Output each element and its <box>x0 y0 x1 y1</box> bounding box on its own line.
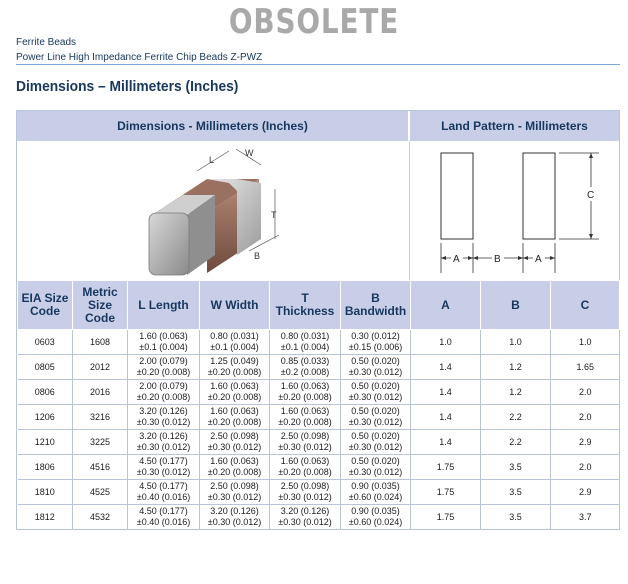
arrowhead <box>589 153 593 158</box>
cell-land-c: 2.0 <box>551 405 620 430</box>
cell-metric: 2012 <box>73 355 128 380</box>
dimension-tolerance: ±0.20 (0.008) <box>207 367 262 377</box>
cell-land-b: 1.0 <box>481 330 551 355</box>
table-row <box>18 330 620 355</box>
section-title: Dimensions – Millimeters (Inches) <box>16 78 239 95</box>
dimension-nominal: 1.60 (0.063) <box>139 331 188 341</box>
dimension-nominal: 1.60 (0.063) <box>210 406 259 416</box>
table-row <box>18 505 620 530</box>
dimension-tolerance: ±0.1 (0.004) <box>280 342 330 352</box>
cell-land-c: 1.65 <box>551 355 620 380</box>
cell-width <box>200 505 270 530</box>
cell-land-c: 3.7 <box>578 511 592 522</box>
dimension-tolerance: ±0.30 (0.012) <box>278 517 332 528</box>
col-header-width: W Width <box>200 281 270 330</box>
dimension-nominal: 0.30 (0.012) <box>351 331 400 341</box>
cell-length <box>128 405 200 430</box>
cell-length <box>128 380 200 405</box>
dimension-nominal: 1.60 (0.063) <box>280 456 330 466</box>
cell-width <box>200 480 270 505</box>
cell-length <box>128 330 200 355</box>
cell-bandwidth <box>341 505 411 530</box>
dimension-tolerance: ±0.30 (0.012) <box>348 467 403 477</box>
cell-land-a: 1.75 <box>411 480 481 505</box>
dimension-tolerance: ±0.20 (0.008) <box>278 467 332 477</box>
dimension-tolerance: ±0.30 (0.012) <box>348 367 403 377</box>
cell-land-c: 2.0 <box>551 380 620 405</box>
dimension-nominal: 1.60 (0.063) <box>210 456 259 466</box>
col-header-metric: Metric Size Code <box>73 281 128 330</box>
cell-land-b: 3.5 <box>481 505 551 530</box>
cell-metric: 3216 <box>73 405 128 430</box>
cell-land-b: 3.5 <box>481 455 551 480</box>
dimension-nominal: 0.80 (0.031) <box>280 331 330 341</box>
dimension-tolerance: ±0.20 (0.008) <box>207 467 262 477</box>
land-pad-left <box>441 153 473 239</box>
cell-bandwidth <box>341 405 411 430</box>
dimensions-panel-title: Dimensions - Millimeters (Inches) <box>17 111 409 141</box>
dimension-nominal: 4.50 (0.177) <box>139 506 188 517</box>
cell-metric: 1608 <box>73 330 128 355</box>
dimension-nominal: 1.60 (0.063) <box>280 406 330 416</box>
chip-label-t: T <box>271 210 277 220</box>
dimension-tolerance: ±0.60 (0.024) <box>348 517 403 528</box>
arrowhead <box>518 256 523 260</box>
dimension-tolerance: ±0.30 (0.012) <box>136 417 191 427</box>
chip-label-b: B <box>254 251 261 261</box>
cell-land-c: 1.0 <box>551 330 620 355</box>
cell-thickness <box>270 505 341 530</box>
dimension-tolerance: ±0.30 (0.012) <box>348 417 403 427</box>
dimensions-table <box>17 280 620 530</box>
dimension-nominal: 3.20 (0.126) <box>280 506 330 517</box>
cell-bandwidth <box>341 330 411 355</box>
table-row <box>18 355 620 380</box>
cell-bandwidth <box>341 430 411 455</box>
cell-land-c: 2.9 <box>551 430 620 455</box>
dimension-nominal: 1.60 (0.063) <box>280 381 330 391</box>
land-pad-right <box>523 153 555 239</box>
cell-thickness <box>270 330 341 355</box>
cell-land-a: 1.75 <box>411 455 481 480</box>
land-label-a-right: A <box>535 254 542 265</box>
dimension-nominal: 4.50 (0.177) <box>139 481 188 491</box>
dimension-tolerance: ±0.30 (0.012) <box>136 442 191 452</box>
dimension-tolerance: ±0.2 (0.008) <box>280 367 330 377</box>
cell-length <box>128 430 200 455</box>
dimension-tolerance: ±0.30 (0.012) <box>348 442 403 452</box>
cell-bandwidth <box>341 355 411 380</box>
cell-eia: 1806 <box>18 455 73 480</box>
cell-thickness <box>270 455 341 480</box>
cell-eia: 0603 <box>18 330 73 355</box>
cell-length <box>128 505 200 530</box>
cell-metric: 4516 <box>73 455 128 480</box>
cell-land-b: 2.2 <box>481 405 551 430</box>
cell-bandwidth <box>341 455 411 480</box>
cell-eia: 1812 <box>18 505 73 530</box>
dimension-tolerance: ±0.1 (0.004) <box>139 342 188 352</box>
col-header-thickness: T Thickness <box>270 281 341 330</box>
dimension-nominal: 0.85 (0.033) <box>280 356 330 366</box>
cell-thickness <box>270 355 341 380</box>
cell-metric: 4532 <box>73 505 128 530</box>
col-header-bandwidth: B Bandwidth <box>341 281 411 330</box>
cell-length <box>128 355 200 380</box>
cell-metric: 2016 <box>73 380 128 405</box>
dimension-tolerance: ±0.30 (0.012) <box>136 467 191 477</box>
dimension-tolerance: ±0.20 (0.008) <box>136 392 191 402</box>
panel-divider <box>409 141 410 281</box>
cell-width <box>200 455 270 480</box>
dimension-nominal: 2.50 (0.098) <box>210 431 259 441</box>
dimension-nominal: 1.60 (0.063) <box>210 381 259 391</box>
cell-thickness <box>270 430 341 455</box>
cell-eia: 0805 <box>18 355 73 380</box>
cell-thickness <box>270 380 341 405</box>
dimension-tolerance: ±0.40 (0.016) <box>136 517 191 528</box>
cell-eia: 1206 <box>18 405 73 430</box>
cell-land-a: 1.4 <box>411 355 481 380</box>
cell-metric: 3225 <box>73 430 128 455</box>
dimension-tolerance: ±0.30 (0.012) <box>278 442 332 452</box>
dimension-nominal: 0.90 (0.035) <box>351 506 400 517</box>
cell-width <box>200 380 270 405</box>
table-header-row <box>18 281 620 330</box>
col-header-b: B <box>481 281 551 330</box>
col-header-c: C <box>551 281 620 330</box>
dimension-tolerance: ±0.40 (0.016) <box>136 492 191 502</box>
cell-land-a: 1.4 <box>411 405 481 430</box>
dimension-nominal: 3.20 (0.126) <box>210 506 259 517</box>
dimension-nominal: 2.00 (0.079) <box>139 381 188 391</box>
arrowhead <box>589 234 593 239</box>
dimension-tolerance: ±0.30 (0.012) <box>348 392 403 402</box>
cell-land-a: 1.4 <box>411 380 481 405</box>
category-label: Ferrite Beads <box>16 37 77 48</box>
dimension-tolerance: ±0.30 (0.012) <box>278 492 332 502</box>
chip-label-l: L <box>209 155 215 165</box>
table-row <box>18 455 620 480</box>
cell-eia: 1210 <box>18 430 73 455</box>
dimension-nominal: 0.90 (0.035) <box>351 481 400 491</box>
col-header-eia: EIA Size Code <box>18 281 73 330</box>
dimension-nominal: 2.00 (0.079) <box>139 356 188 366</box>
land-label-a-left: A <box>453 254 460 265</box>
cell-land-b: 1.2 <box>481 380 551 405</box>
dimension-nominal: 0.50 (0.020) <box>351 406 400 416</box>
dimension-nominal: 1.25 (0.049) <box>210 356 259 366</box>
cell-thickness <box>270 405 341 430</box>
dimension-nominal: 0.80 (0.031) <box>210 331 259 341</box>
dimension-nominal: 2.50 (0.098) <box>280 431 330 441</box>
cell-land-a: 1.75 <box>411 505 481 530</box>
land-label-c: C <box>587 190 595 201</box>
dimension-tolerance: ±0.30 (0.012) <box>207 442 262 452</box>
dimension-tolerance: ±0.20 (0.008) <box>207 417 262 427</box>
cell-bandwidth <box>341 480 411 505</box>
chip-label-w: W <box>245 148 254 158</box>
dimension-tolerance: ±0.30 (0.012) <box>207 492 262 502</box>
cell-eia: 0806 <box>18 380 73 405</box>
cell-bandwidth <box>341 380 411 405</box>
dimension-nominal: 2.50 (0.098) <box>210 481 259 491</box>
dimensions-panel <box>16 110 620 530</box>
dimension-tolerance: ±0.1 (0.004) <box>210 342 259 352</box>
dimension-tolerance: ±0.20 (0.008) <box>207 392 262 402</box>
land-pattern-drawing <box>427 143 607 281</box>
dimension-nominal: 2.50 (0.098) <box>280 481 330 491</box>
arrowhead <box>550 256 555 260</box>
cell-width <box>200 430 270 455</box>
dimension-nominal: 0.50 (0.020) <box>351 431 400 441</box>
dimension-nominal: 0.50 (0.020) <box>351 456 400 466</box>
arrowhead <box>441 256 446 260</box>
cell-length <box>128 480 200 505</box>
cell-land-b: 3.5 <box>481 480 551 505</box>
cell-thickness <box>270 480 341 505</box>
col-header-length: L Length <box>128 281 200 330</box>
dimension-nominal: 3.20 (0.126) <box>139 431 188 441</box>
cell-width <box>200 405 270 430</box>
header-divider <box>16 64 620 65</box>
arrowhead <box>523 256 528 260</box>
cell-land-b: 2.2 <box>481 430 551 455</box>
land-label-b: B <box>494 254 501 265</box>
cell-land-a: 1.0 <box>411 330 481 355</box>
cell-length <box>128 455 200 480</box>
cell-eia: 1810 <box>18 480 73 505</box>
table-body <box>18 330 620 530</box>
product-title: Power Line High Impedance Ferrite Chip Beads Z-PWZ <box>16 52 263 63</box>
cell-width <box>200 355 270 380</box>
chip-bead-drawing <box>137 143 289 281</box>
table-row <box>18 405 620 430</box>
dimension-tolerance: ±0.20 (0.008) <box>136 367 191 377</box>
dimension-tolerance: ±0.15 (0.006) <box>348 342 403 352</box>
dimension-nominal: 0.50 (0.020) <box>351 356 400 366</box>
table-row <box>18 480 620 505</box>
table-row <box>18 430 620 455</box>
table-row <box>18 380 620 405</box>
arrowhead <box>468 256 473 260</box>
obsolete-watermark: OBSOLETE <box>228 2 400 42</box>
dimension-nominal: 4.50 (0.177) <box>139 456 188 466</box>
cell-width <box>200 330 270 355</box>
col-header-a: A <box>411 281 481 330</box>
cell-land-c: 2.9 <box>551 480 620 505</box>
cell-land-a: 1.4 <box>411 430 481 455</box>
dimension-tolerance: ±0.20 (0.008) <box>278 392 332 402</box>
cell-land-c: 2.0 <box>551 455 620 480</box>
chip-front-cap-face <box>149 213 189 275</box>
dimension-tolerance: ±0.60 (0.024) <box>348 492 403 502</box>
cell-land-b: 1.2 <box>481 355 551 380</box>
land-pattern-panel-title: Land Pattern - Millimeters <box>410 111 619 141</box>
cell-metric: 4525 <box>73 480 128 505</box>
dimension-nominal: 0.50 (0.020) <box>351 381 400 391</box>
dimension-tolerance: ±0.20 (0.008) <box>278 417 332 427</box>
arrowhead <box>473 256 478 260</box>
dimension-nominal: 3.20 (0.126) <box>139 406 188 416</box>
dimension-tolerance: ±0.30 (0.012) <box>207 517 262 528</box>
